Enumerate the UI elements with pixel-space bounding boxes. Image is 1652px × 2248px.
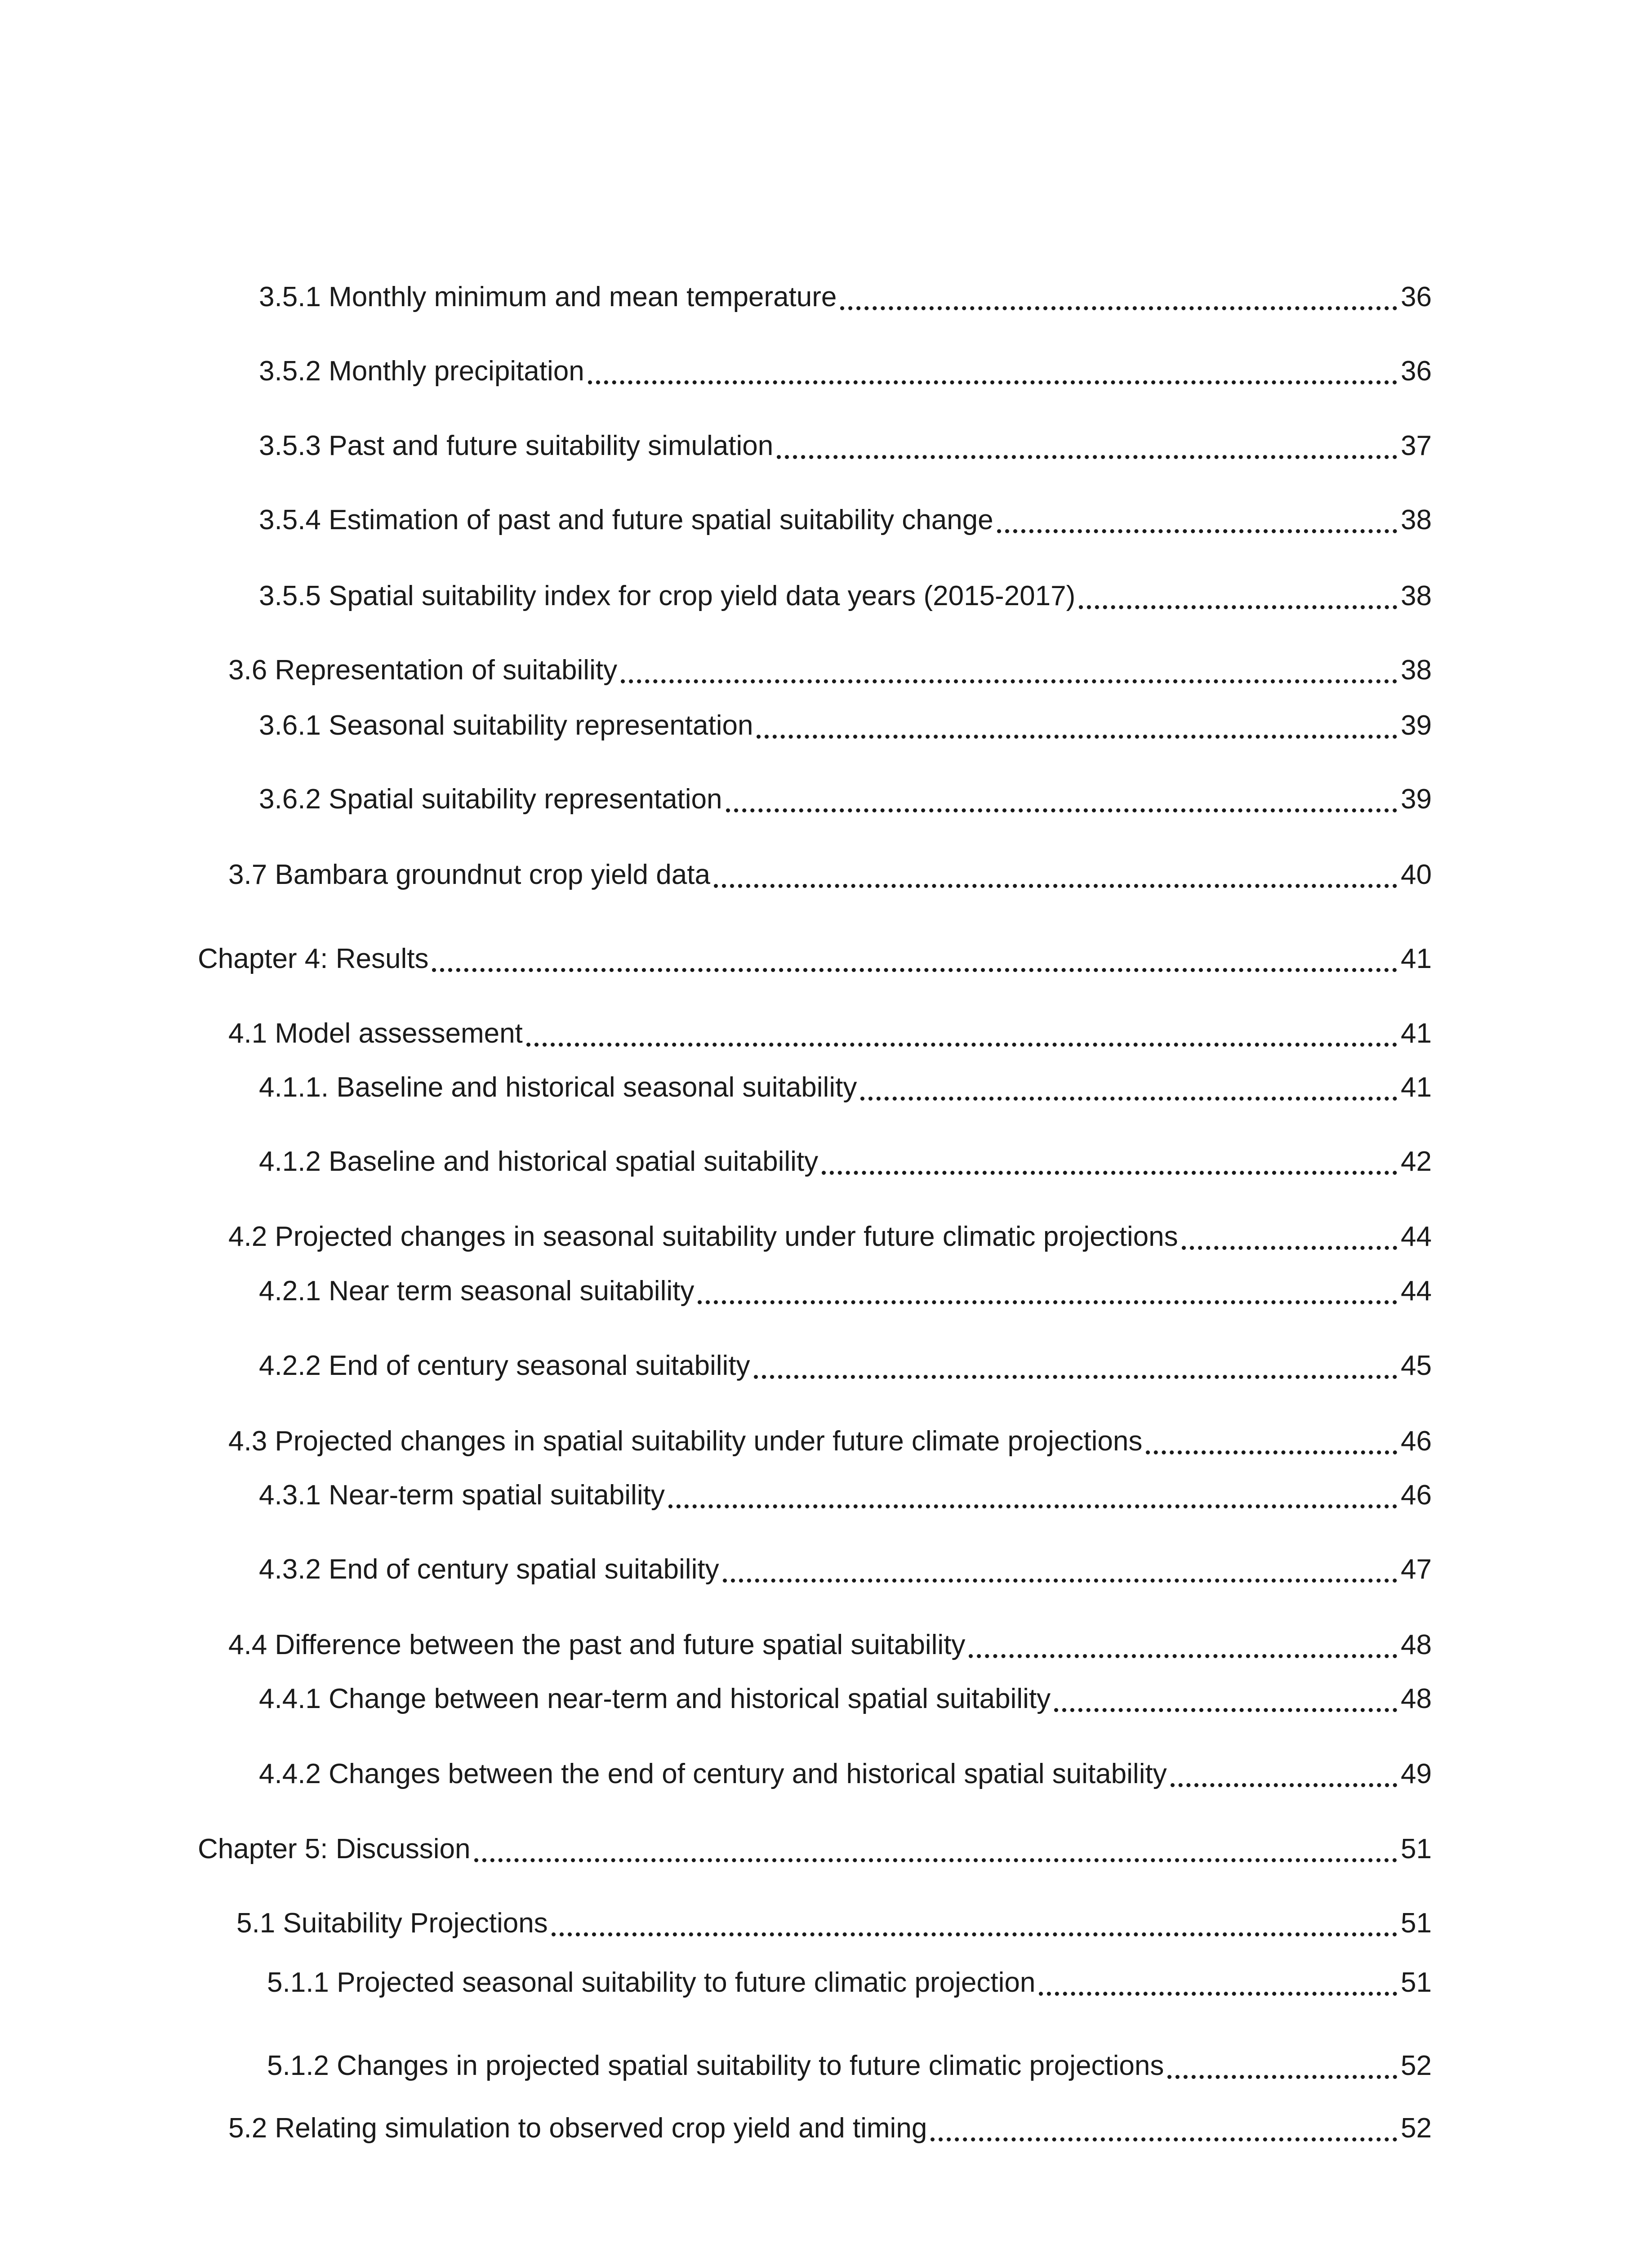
toc-entry-label: 3.5.1 Monthly minimum and mean temperature: [259, 281, 837, 312]
dot-leader: [526, 1043, 1397, 1047]
dot-leader: [860, 1097, 1397, 1101]
dot-leader: [1146, 1450, 1397, 1454]
toc-entry-label: 3.5.2 Monthly precipitation: [259, 356, 584, 387]
dot-leader: [474, 1858, 1398, 1862]
toc-page-number: 39: [1401, 710, 1432, 741]
toc-entry-3-5-5[interactable]: [259, 576, 1432, 616]
toc-entry-label: 5.1.1 Projected seasonal suitability to future climatic projection: [267, 1967, 1036, 1998]
toc-page-number: 46: [1401, 1426, 1432, 1457]
toc-page-number: 40: [1401, 859, 1432, 890]
toc-page-number: 44: [1401, 1276, 1432, 1307]
dot-leader: [1167, 2075, 1397, 2079]
toc-entry-4-2[interactable]: [228, 1217, 1432, 1257]
toc-page-number: 45: [1401, 1350, 1432, 1381]
toc-page-number: 41: [1401, 1018, 1432, 1049]
toc-entry-label: 4.2.2 End of century seasonal suitability: [259, 1350, 750, 1381]
dot-leader: [726, 808, 1398, 812]
toc-entry-label: 3.6.2 Spatial suitability representation: [259, 784, 722, 815]
dot-leader: [723, 1579, 1397, 1583]
toc-entry-label: 4.4.2 Changes between the end of century and historical spatial suitability: [259, 1758, 1167, 1789]
dot-leader: [588, 380, 1397, 384]
toc-entry-label: 5.1.2 Changes in projected spatial suitability to future climatic projections: [267, 2050, 1164, 2081]
toc-entry-4-4-2[interactable]: [259, 1754, 1432, 1794]
toc-entry-label: 4.3.2 End of century spatial suitability: [259, 1554, 719, 1585]
toc-entry-4-1-2[interactable]: [259, 1142, 1432, 1182]
toc-page-number: 37: [1401, 430, 1432, 461]
toc-page-number: 36: [1401, 281, 1432, 312]
dot-leader: [1039, 1992, 1397, 1996]
dot-leader: [757, 735, 1397, 739]
dot-leader: [777, 455, 1397, 459]
dot-leader: [1171, 1783, 1397, 1787]
toc-page-number: 38: [1401, 655, 1432, 686]
dot-leader: [621, 679, 1397, 683]
toc-page-number: 39: [1401, 784, 1432, 815]
dot-leader: [714, 884, 1397, 888]
toc-page-number: 52: [1401, 2113, 1432, 2144]
toc-page-number: 46: [1401, 1480, 1432, 1511]
dot-leader: [668, 1504, 1397, 1508]
toc-entry-chapter-5[interactable]: [198, 1829, 1432, 1869]
toc-entry-4-3[interactable]: [228, 1421, 1432, 1462]
toc-entry-3-6-2[interactable]: [259, 779, 1432, 820]
toc-entry-label: 3.5.3 Past and future suitability simulation: [259, 430, 774, 461]
dot-leader: [969, 1654, 1397, 1658]
toc-entry-label: 3.6.1 Seasonal suitability representation: [259, 710, 753, 741]
dot-leader: [822, 1171, 1397, 1175]
toc-entry-label: 3.5.4 Estimation of past and future spatial suitability change: [259, 504, 993, 535]
toc-page-number: 41: [1401, 943, 1432, 974]
toc-entry-label: 4.3.1 Near-term spatial suitability: [259, 1480, 665, 1511]
toc-entry-3-5-3[interactable]: [259, 426, 1432, 466]
toc-entry-chapter-4[interactable]: [198, 939, 1432, 979]
toc-entry-4-1[interactable]: [228, 1013, 1432, 1054]
toc-page-number: 44: [1401, 1221, 1432, 1252]
toc-page-number: 38: [1401, 504, 1432, 535]
toc-entry-4-1-1[interactable]: [259, 1067, 1432, 1108]
toc-entry-label: 3.7 Bambara groundnut crop yield data: [228, 859, 710, 890]
toc-entry-4-2-2[interactable]: [259, 1346, 1432, 1386]
dot-leader: [698, 1300, 1397, 1304]
toc-entry-4-3-2[interactable]: [259, 1549, 1432, 1590]
toc-page-number: 36: [1401, 356, 1432, 387]
toc-page-number: 48: [1401, 1683, 1432, 1714]
toc-entry-3-6-1[interactable]: [259, 705, 1432, 746]
toc-entry-label: 4.1.1. Baseline and historical seasonal suitability: [259, 1072, 857, 1103]
dot-leader: [1182, 1246, 1397, 1250]
toc-entry-3-6[interactable]: [228, 650, 1432, 691]
toc-entry-label: 4.4 Difference between the past and future spatial suitability: [228, 1629, 966, 1660]
toc-page-number: 51: [1401, 1833, 1432, 1864]
dot-leader: [1079, 605, 1397, 609]
toc-entry-5-1-1[interactable]: [267, 1963, 1432, 2003]
toc-entry-5-1-2[interactable]: [267, 2046, 1432, 2086]
toc-entry-5-2[interactable]: [228, 2108, 1432, 2149]
toc-entry-3-5-1[interactable]: [259, 277, 1432, 317]
toc-page-number: 49: [1401, 1758, 1432, 1789]
dot-leader: [552, 1932, 1397, 1936]
toc-entry-label: 4.3 Projected changes in spatial suitability under future climate projections: [228, 1426, 1143, 1457]
toc-page-number: 48: [1401, 1629, 1432, 1660]
toc-entry-label: 3.6 Representation of suitability: [228, 655, 618, 686]
dot-leader: [754, 1375, 1397, 1379]
toc-page-number: 51: [1401, 1967, 1432, 1998]
toc-page-number: 42: [1401, 1146, 1432, 1177]
dot-leader: [840, 306, 1397, 310]
toc-page-number: 52: [1401, 2050, 1432, 2081]
toc-entry-label: 3.5.5 Spatial suitability index for crop yield data years (2015-2017): [259, 580, 1076, 611]
toc-entry-3-5-4[interactable]: [259, 500, 1432, 540]
toc-entry-4-2-1[interactable]: [259, 1271, 1432, 1311]
toc-entry-label: 5.2 Relating simulation to observed crop yield and timing: [228, 2113, 927, 2144]
toc-entry-label: Chapter 5: Discussion: [198, 1833, 471, 1864]
toc-entry-label: 4.1.2 Baseline and historical spatial suitability: [259, 1146, 819, 1177]
toc-entry-label: 4.2.1 Near term seasonal suitability: [259, 1276, 695, 1307]
dot-leader: [997, 529, 1397, 533]
dot-leader: [432, 968, 1397, 972]
toc-entry-4-4-1[interactable]: [259, 1679, 1432, 1719]
toc-page-number: 41: [1401, 1072, 1432, 1103]
toc-entry-label: 4.2 Projected changes in seasonal suitability under future climatic projections: [228, 1221, 1178, 1252]
toc-entry-4-3-1[interactable]: [259, 1475, 1432, 1516]
toc-entry-label: 5.1 Suitability Projections: [236, 1908, 548, 1939]
toc-entry-4-4[interactable]: [228, 1625, 1432, 1665]
toc-entry-label: 4.1 Model assessement: [228, 1018, 523, 1049]
toc-entry-3-7[interactable]: [228, 855, 1432, 895]
dot-leader: [931, 2137, 1397, 2141]
toc-entry-3-5-2[interactable]: [259, 351, 1432, 392]
toc-entry-label: Chapter 4: Results: [198, 943, 429, 974]
toc-entry-5-1[interactable]: [236, 1903, 1432, 1944]
toc-entry-label: 4.4.1 Change between near-term and historical spatial suitability: [259, 1683, 1051, 1714]
toc-page-number: 47: [1401, 1554, 1432, 1585]
dot-leader: [1054, 1708, 1397, 1712]
toc-page-number: 38: [1401, 580, 1432, 611]
toc-page-number: 51: [1401, 1908, 1432, 1939]
